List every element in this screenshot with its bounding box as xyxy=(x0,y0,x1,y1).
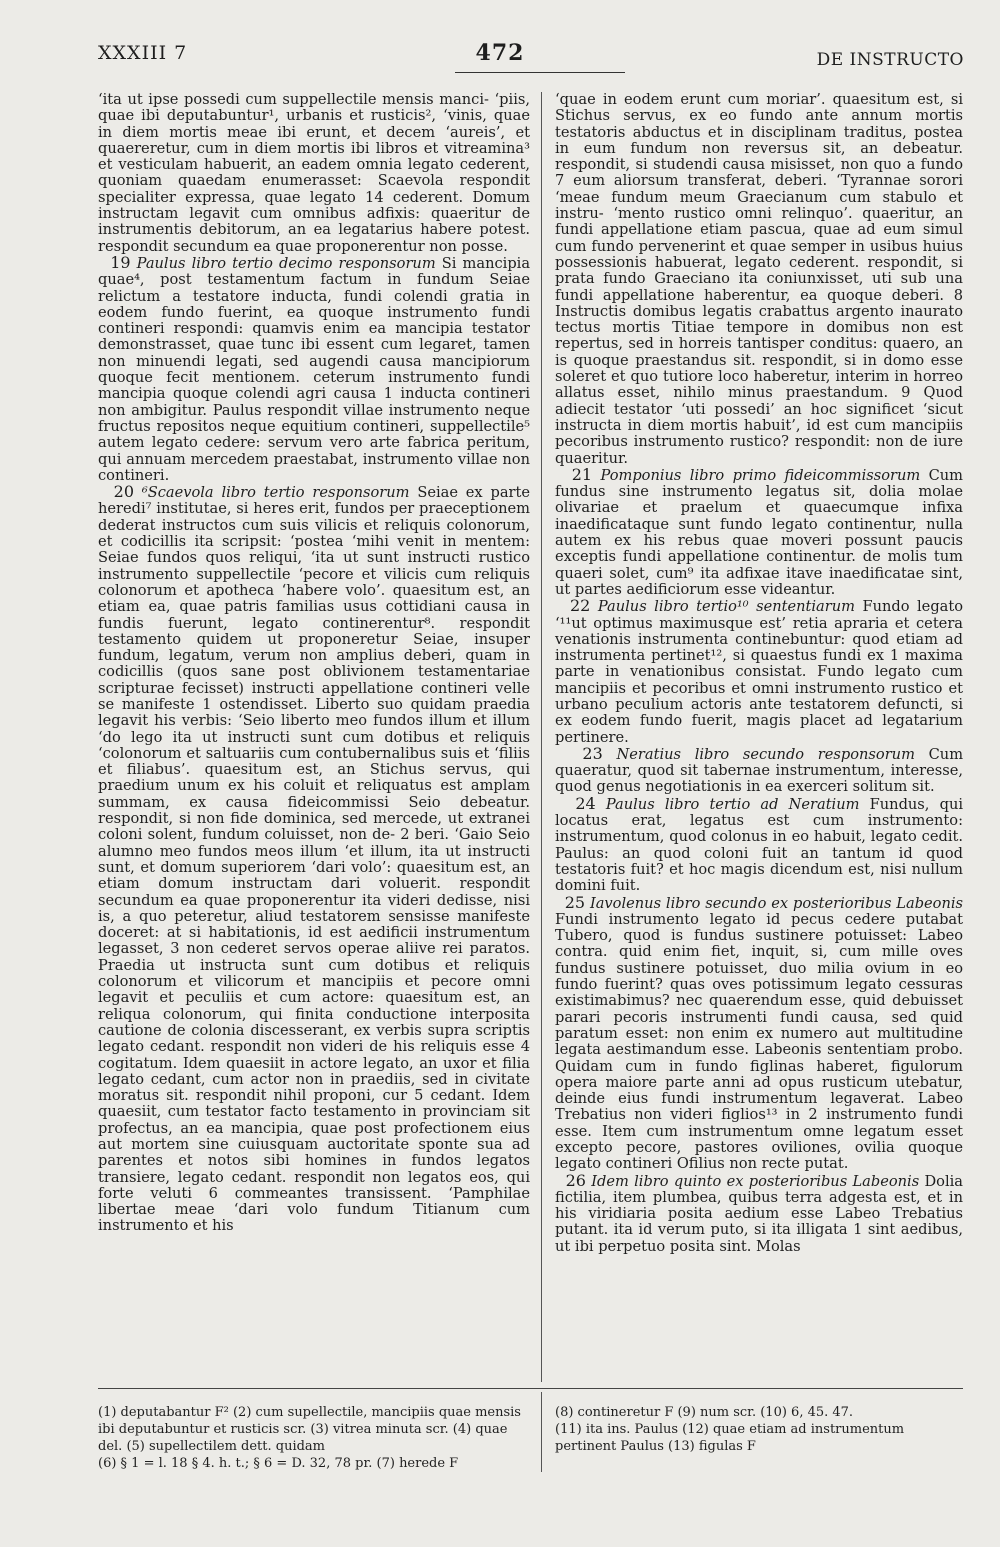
section-text: Cum fundus sine instrumento legatus sit, dolia molae olivariae et praelum et quaecumque infixa inaedificataque sunt fundo legato continentur, nulla autem ex his rebus quae moveri possunt paucis exceptis fundi appellatione continentur. de molis tum quaeri solet, cum⁹ ita adfixae itave inaedificatae sint, ut partes aedificiorum esse videantur. xyxy=(555,466,963,598)
section-source: ⁶Scaevola libro tertio responsorum xyxy=(141,484,410,502)
footnote-line: (1) deputabantur F² (2) cum supellectile, mancipiis quae mensis ibi deputabuntur et rusticis scr. (3) vitrea minuta scr. (4) quae del. (5) supellectilem dett. quidam xyxy=(98,1405,521,1454)
section-number: 23 xyxy=(582,743,603,763)
section-source: Neratius libro secundo responsorum xyxy=(616,745,915,763)
section-number: 19 xyxy=(110,252,131,272)
section-20 xyxy=(98,484,530,1235)
section-21 xyxy=(555,464,963,598)
section-text: Fundo legato ‘¹¹ut optimus maximusque est’ retia apraria et cetera venationis instrumenta continebuntur: quod etiam ad instrumenta pertinet¹², si quaestus fundi ex 1 maxima parte in venationibus consistat. Fundo legato cum mancipiis et pecoribus et omni instrumento rustico et urbano peculium actoris ante testatorem defuncti, si ex eodem fundo fuerit, magis placet ad legatarium pertinere. xyxy=(555,598,964,746)
section-number: 22 xyxy=(570,596,591,616)
footnote-line: (6) § 1 = l. 18 § 4. h. t.; § 6 = D. 32, 78 pr. (7) herede F xyxy=(98,1456,459,1471)
section-source: Idem libro quinto ex posterioribus Labeonis xyxy=(591,1172,920,1190)
section-25 xyxy=(555,892,964,1173)
left-column xyxy=(98,92,530,1235)
section-source: Iavolenus libro secundo ex posterioribus Labeonis xyxy=(589,894,964,912)
footnote-line: (8) contineretur F (9) num scr. (10) 6, 45. 47. xyxy=(555,1405,854,1420)
section-source: Pomponius libro primo fideicommissorum xyxy=(600,466,921,484)
section-26 xyxy=(555,1170,964,1255)
section-23 xyxy=(555,743,964,796)
footnotes-left xyxy=(98,1404,530,1472)
header-rule xyxy=(455,72,625,73)
right-column xyxy=(555,92,963,1255)
section-number: 25 xyxy=(564,892,586,912)
section-text: Si mancipia quae⁴, post testamentum factum in fundum Seiae relictum a testatore inducta, fundi colendi gratia in eodem fundo fuerint, ea quoque instrumento fundi contineri respondi: quamvis enim ea mancipia testator demonstrasset, quae tunc ibi essent cum legaret, tamen non minuendi legati, sed augendi causa mancipiorum quoque fecit mentionem. ceterum instrumento fundi mancipia quoque colendi agri causa 1 inducta contineri non ambigitur. Paulus respondit villae instrumento neque fructus repositos neque equitium contineri, suppellectile⁵ autem legato cedere: servum vero arte fabrica peritum, qui annuam mercedem praestabat, instrumento villae non contineri. xyxy=(98,254,531,484)
paragraph: ‘quae in eodem erunt cum moriar’. quaesitum est, si Stichus servus, ex eo fundo ante annum mortis testatoris abductus et in disciplinam traditus, postea in eum fundum non reversus sit, an debeatur. respondit, si studendi causa misisset, non quo a fundo 7 eum aliorsum transferat, deberi. ‘Tyrannae sorori ‘meae fundum meum Graecianum cum stabulo et instru- ‘mento rustico omni relinquo’. quaeritur, an fundi appellatione etiam pascua, quae ad eum simul cum fundo pervenerint et quae semper in usibus huius possessionis habuerat, legato cederent. respondit, si prata fundo Graeciano ita coniunxisset, uti sub una fundi appellatione haberentur, ea quoque deberi. 8 Instructis domibus legatis crabattus argento inaurato tectus mortis Titiae tempore in domibus non est repertus, sed in horreis tantisper conditus: quaero, an is quoque praestandus sit. respondit, si in domo esse soleret et quo tutiore loco haberetur, interim in horreo allatus esset, nihilo minus praestandum. 9 Quod adiecit testator ‘uti possedi’ an hoc significet ‘sicut instructa in diem mortis habuit’, id est cum mancipiis pecoribus instrumento rustico? respondit: non de iure quaeritur. xyxy=(555,91,963,467)
section-text: Fundus, qui locatus erat, legatus est cum instrumento: instrumentum, quod colonus in eo habuit, legato cedit. Paulus: an quod coloni fuit an tantum id quod testatoris fuit? et hoc magis dicendum est, nisi nullum domini fuit. xyxy=(555,795,964,895)
section-number: 26 xyxy=(565,1170,586,1190)
section-19 xyxy=(98,252,531,484)
footnote-divider xyxy=(541,1392,542,1472)
footnote-line: (11) ita ins. Paulus (12) quae etiam ad instrumentum pertinent Paulus (13) figulas F xyxy=(555,1422,905,1454)
section-text: Cum quaeratur, quod sit tabernae instrumentum, interesse, quod genus negotiationis in ea exerceri solitum sit. xyxy=(555,745,964,796)
section-text: Fundi instrumento legato id pecus cedere putabat Tubero, quod is fundus sustinere potuisset: Labeo contra. quid enim fiet, inquit, si, cum mille oves fundus sustinere potuisset, duo milia ovium in eo fundo fuerint? quas oves potissimum legato cessuras existimabimus? nec quaerendum esse, quid debuisset parari pecoris instrumenti fundi causa, sed quid paratum esset: non enim ex numero aut multitudine legata aestimandum esse. Labeonis sententiam probo. Quidam cum in fundo figlinas haberet, figulorum opera maiore parte anni ad opus rusticum utebatur, deinde eius fundi instrumentum legaverat. Labeo Trebatius non videri figlios¹³ in 2 instrumento fundi esse. Item cum instrumentum omne legatum esset excepto pecore, pastores oviliones, ovilia quoque legato contineri Ofilius non recte putat. xyxy=(555,910,963,1173)
section-number: 20 xyxy=(113,482,135,502)
section-22 xyxy=(555,598,963,746)
footnotes-right xyxy=(555,1404,963,1455)
section-source: Paulus libro tertio ad Neratium xyxy=(605,795,860,813)
book-title-ref: XXXIII 7 xyxy=(98,42,188,64)
section-source: Paulus libro tertio¹⁰ sententiarum xyxy=(597,598,855,616)
section-source: Paulus libro tertio decimo responsorum xyxy=(136,254,436,272)
section-number: 24 xyxy=(575,793,596,813)
section-number: 21 xyxy=(571,464,593,484)
running-head: DE INSTRUCTO xyxy=(816,50,964,70)
paragraph: ‘ita ut ipse possedi cum suppellectile mensis manci- ‘piis, quae ibi deputabuntur¹, urbanis et rusticis², ‘vinis, quae in diem mortis meae ibi erunt, et decem ‘aureis’, et quaereretur, cum in diem mortis ibi libros et vitreamina³ et vesticulam habuerit, an eadem omnia legato cederent, quoniam quaedam enumerasset: Scaevola respondit specialiter expressa, quae legato 14 cederent. Domum instructam legavit cum omnibus adfixis: quaeritur de instrumentis debitorum, an ea legatarius habere potest. respondit secundum ea quae proponerentur non posse. xyxy=(98,91,530,255)
section-text: Dolia fictilia, item plumbea, quibus terra adgesta est, et in his viridiaria posita aedium esse Labeo Trebatius putant. ita id verum puto, si ita illigata 1 sint aedibus, ut ibi perpetuo posita sint. Molas xyxy=(555,1172,964,1255)
page-number: 472 xyxy=(475,40,525,66)
section-text: Seiae ex parte heredi⁷ institutae, si heres erit, fundos per praeceptionem dederat instructos cum suis vilicis et reliquis colonorum, et codicillis ita scripsit: ‘postea ‘mihi venit in mentem: Seiae fundos quos reliqui, ‘ita ut sunt instructi rustico instrumento suppellectile ‘pecore et vilicis cum reliquis colonorum et apotheca ‘habere volo’. quaesitum est, an etiam ea, quae patris familias usus cottidiani causa in fundis fuerunt, legato continerentur⁸. respondit testamento quidem ut proponeretur Seiae, insuper fundum, legatum, verum non amplius deberi, quam in codicillis (quos sane post oblivionem testamentariae scripturae fecisset) instructi appellatione contineri velle se manifeste 1 ostendisset. Liberto suo quidam praedia legavit his verbis: ‘Seio liberto meo fundos illum et illum ‘do lego ita ut instructi sunt cum dotibus et reliquis ‘colonorum et saltuariis cum contubernalibus suis et ‘filiis et filiabus’. quaesitum est, an Stichus servus, qui praedium unum ex his coluit et reliquatus est amplam summam, ex causa fideicommissi Seio debeatur. respondit, si non fide dominica, sed mercede, ut extranei coloni solent, fundum coluisset, non de- 2 beri. ‘Gaio Seio alumno meo fundos meos illum ‘et illum, ita ut instructi sunt, et domum superiorem ‘dari volo’: quaesitum est, an etiam domum instructam dari voluerit. respondit secundum ea quae proponerentur ita videri dedisse, nisi is, a quo peteretur, aliud testatorem sensisse manifeste doceret: at si habitationis, id est aedificii instrumentum legasset, 3 non cederet servos operae aliive rei paratos. Praedia ut instructa sunt cum dotibus et reliquis colonorum et vilicorum et mancipiis et pecore omni legavit et peculiis et cum actore: quaesitum est, an reliqua colonorum, qui finita conductione interposita cautione de colonia discesserant, ex verbis supra scriptis legato cedant. respondit non videri de his reliquis esse 4 cogitatum. Idem quaesiit in actore legato, an uxor et filia legato cedant, cum actor non in praediis, sed in civitate moratus sit. respondit nihil proponi, cur 5 cedant. Idem quaesiit, cum testator facto testamento in provinciam sit profectus, an ea mancipia, quae post profectionem eius aut mortem sine cuiusquam auctoritate sponte sua ad parentes et notos sibi homines in fundos legatos transiere, legato cedant. respondit non legatos eos, qui forte veluti 6 commeantes transissent. ‘Pamphilae libertae meae ‘dari volo fundum Titianum cum instrumento et his xyxy=(98,484,531,1235)
section-24 xyxy=(555,793,964,895)
footnote-rule xyxy=(98,1388,963,1389)
column-divider xyxy=(541,92,542,1382)
